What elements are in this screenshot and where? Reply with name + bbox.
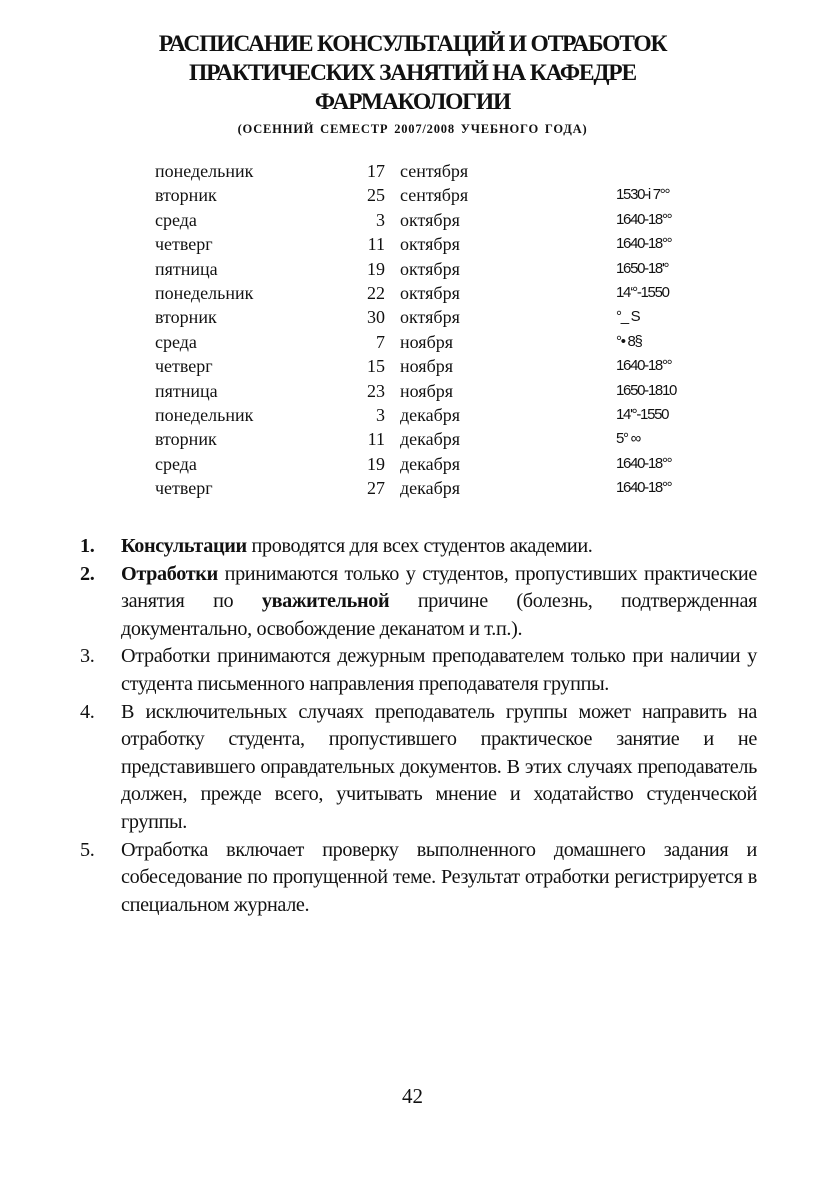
schedule-day: среда bbox=[155, 453, 197, 474]
schedule-month: сентября bbox=[400, 161, 469, 181]
schedule-date-number: 15 bbox=[367, 356, 385, 377]
schedule-time: 5° ∞ bbox=[616, 430, 641, 448]
schedule-month: декабря bbox=[400, 429, 461, 450]
schedule-month: октября bbox=[400, 209, 460, 230]
schedule-date-number: 19 bbox=[367, 453, 385, 474]
page-number: 42 bbox=[402, 1084, 423, 1108]
schedule-row bbox=[0, 379, 825, 403]
schedule-day: вторник bbox=[155, 429, 217, 450]
schedule-month: октября bbox=[400, 234, 460, 255]
schedule-day: понедельник bbox=[155, 404, 254, 425]
schedule-time: 1640-18°° bbox=[616, 357, 672, 375]
schedule-time: °_ S bbox=[616, 308, 640, 326]
schedule-month: октября bbox=[400, 258, 460, 279]
schedule-date-number: 22 bbox=[367, 282, 385, 303]
schedule-time: 14'°-1550 bbox=[616, 405, 669, 423]
schedule-month: декабря bbox=[400, 453, 461, 474]
schedule-row bbox=[0, 330, 825, 354]
rule-number: 4. bbox=[80, 700, 95, 723]
rule-item-1 bbox=[0, 533, 825, 561]
schedule-day: пятница bbox=[155, 258, 218, 279]
schedule-month: декабря bbox=[400, 478, 461, 499]
rule-text: В исключительных случаях преподаватель группы может направить на отработку студента, пропустившего практическое занятие и не представившего оправдательных документов. В этих случаях преподаватель должен, прежде всего, учитывать мнение и ходатайство студенческой группы. bbox=[121, 700, 757, 833]
schedule-time: 1640-18°° bbox=[616, 479, 672, 497]
schedule-row bbox=[0, 476, 825, 500]
schedule-month: ноября bbox=[400, 331, 454, 352]
schedule-day: четверг bbox=[155, 356, 213, 377]
schedule-time: 1640-18°° bbox=[616, 235, 672, 253]
schedule-row bbox=[0, 257, 825, 281]
schedule-date-number: 11 bbox=[367, 234, 385, 255]
rule-number: 2. bbox=[80, 562, 95, 585]
schedule-date-number: 19 bbox=[367, 258, 385, 279]
schedule-row bbox=[0, 305, 825, 329]
rule-item-4 bbox=[0, 699, 825, 837]
rule-term: Отработки bbox=[121, 562, 218, 585]
schedule-row bbox=[0, 403, 825, 427]
rule-text: принимаются только у студентов, пропустивших практические занятия по bbox=[121, 562, 757, 613]
rule-item-2 bbox=[0, 561, 825, 644]
schedule-date-number: 7 bbox=[376, 331, 385, 352]
schedule-date-number: 11 bbox=[367, 429, 385, 450]
schedule-row bbox=[0, 281, 825, 305]
rule-text: Отработка включает проверку выполненного домашнего задания и собеседование по пропущенной теме. Результат отработки регистрируется в специальном журнале. bbox=[121, 838, 757, 916]
title-line-1: РАСПИСАНИЕ КОНСУЛЬТАЦИЙ И ОТРАБОТОК bbox=[158, 31, 667, 57]
schedule-day: понедельник bbox=[155, 282, 254, 303]
schedule-day: среда bbox=[155, 209, 197, 230]
rules-list bbox=[0, 533, 825, 919]
schedule-date-number: 27 bbox=[367, 478, 385, 499]
schedule-month: сентября bbox=[400, 185, 469, 206]
rule-text: Отработки принимаются дежурным преподавателем только при наличии у студента письменного направления преподавателя группы. bbox=[121, 645, 757, 695]
schedule-row bbox=[0, 427, 825, 451]
schedule-row bbox=[0, 232, 825, 256]
schedule-day: среда bbox=[155, 331, 197, 352]
schedule-date-number: 30 bbox=[367, 307, 385, 328]
title-line-3: ФАРМАКОЛОГИИ bbox=[314, 89, 511, 115]
schedule-time: °• 8§ bbox=[616, 332, 642, 350]
schedule-date-number: 17 bbox=[367, 161, 385, 181]
schedule-day: четверг bbox=[155, 234, 213, 255]
rule-text: проводятся для всех студентов академии. bbox=[246, 535, 593, 557]
schedule-table bbox=[0, 159, 825, 500]
schedule-time: 1640-18°° bbox=[616, 210, 672, 228]
rule-term: Консультации bbox=[121, 535, 247, 557]
title-line-2: ПРАКТИЧЕСКИХ ЗАНЯТИЙ НА КАФЕДРЕ bbox=[189, 60, 636, 86]
rule-item-3 bbox=[0, 643, 825, 698]
page-title bbox=[0, 30, 825, 138]
schedule-day: вторник bbox=[155, 307, 217, 328]
schedule-day: понедельник bbox=[155, 161, 254, 181]
schedule-date-number: 25 bbox=[367, 185, 385, 206]
rule-text: причине (болезнь, подтвержденная документально, освобождение деканатом и т.п.). bbox=[121, 590, 757, 640]
schedule-month: октября bbox=[400, 307, 460, 328]
rule-number: 1. bbox=[80, 535, 95, 557]
schedule-month: ноября bbox=[400, 380, 454, 401]
rule-emphasis: уважительной bbox=[261, 590, 390, 613]
schedule-time: 1650-18'° bbox=[616, 259, 669, 277]
schedule-row bbox=[0, 208, 825, 232]
schedule-row bbox=[0, 354, 825, 378]
schedule-day: четверг bbox=[155, 478, 213, 499]
schedule-month: октября bbox=[400, 282, 460, 303]
schedule-day: вторник bbox=[155, 185, 217, 206]
schedule-month: ноября bbox=[400, 356, 454, 377]
schedule-date-number: 23 bbox=[367, 380, 385, 401]
schedule-day: пятница bbox=[155, 380, 218, 401]
schedule-time: 1650-1810 bbox=[616, 381, 677, 399]
rule-number: 5. bbox=[80, 838, 95, 861]
schedule-date-number: 3 bbox=[376, 209, 385, 230]
page-subtitle: (ОСЕННИЙ СЕМЕСТР 2007/2008 УЧЕБНОГО ГОДА) bbox=[237, 122, 588, 136]
schedule-date-number: 3 bbox=[376, 404, 385, 425]
schedule-row bbox=[0, 452, 825, 476]
schedule-time: 1640-18°° bbox=[616, 454, 672, 472]
schedule-time: 14‘°-1550 bbox=[616, 283, 669, 301]
rule-number: 3. bbox=[80, 645, 95, 668]
rule-item-5 bbox=[0, 837, 825, 920]
schedule-time: 1530-i 7°° bbox=[616, 186, 670, 204]
schedule-row bbox=[0, 183, 825, 207]
schedule-month: декабря bbox=[400, 404, 461, 425]
schedule-row bbox=[0, 159, 825, 183]
